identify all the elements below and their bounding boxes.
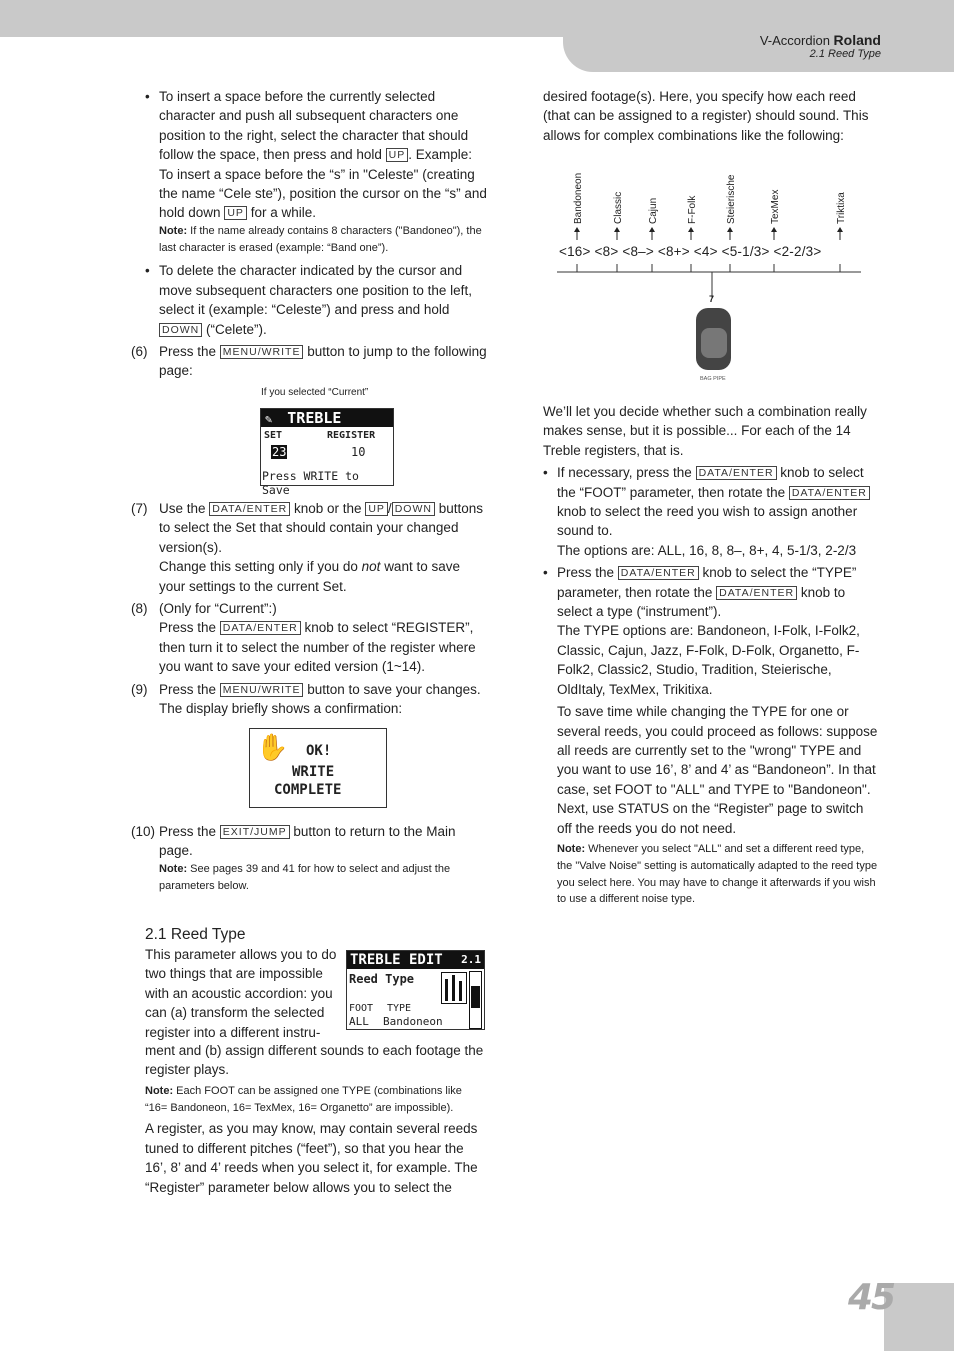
button-number: 7: [709, 294, 715, 304]
note: Note: If the name already contains 8 characters ("Bandoneo"), the last character is erased (example: “Band one”).: [159, 224, 482, 254]
right-body: We’ll let you decide whether such a combination really makes sense, but it is possible... For each of the 14 Treble registers, that is. • If necessary, press the DATA/ENTER knob to select the “FOOT” parameter, then rotate the DATA/ENTER knob to select the reed you wish to assign another sound to. The options are: ALL, 16, 8, 8–, 8+, 4, 5-1/3, 2-2/3 • Press the DATA/ENTER knob to select the “TYPE” parameter, then rotate the DATA/ENTER knob to select a type (“instrument”). The TYPE options are: Bandoneon, I-Folk, I-Folk2, Classic, Cajun, Jazz, F-Folk, D-Folk, Organetto, F-Folk2, Classic2, Studio, Tradition, Steierische, OldItaly, TexMex, Trikitixa. To save time while changing the TYPE for one or several reeds, you could proceed as follows: suppose all reeds are currently set to the "wrong" TYPE and you want to use 16’, 8’ and 4’ as “Bandoneon”. In that case, set FOOT to "ALL" and TYPE to "Bandoneon". Next, use STATUS on the “Register” page to switch off the reeds you do not need. Note: Whenever you select "ALL" and set a different reed type, the "Valve Noise" setting is automatically adapted to the reed type you select here. You may have to change it afterwards if you wish to use a different noise type.: [543, 402, 881, 908]
note: Note: Whenever you select "ALL" and set a different reed type, the "Valve Noise" setting is automatically adapted to the reed type you select here. You may have to change it afterwards if you wish to use a different noise type.: [557, 842, 878, 906]
type-label: Cajun: [648, 197, 659, 224]
header-tab: [563, 0, 954, 72]
bullet-type: • Press the DATA/ENTER knob to select the “TYPE” parameter, then rotate the DATA/ENTER knob to select a type (“instrument”). The TYPE options are: Bandoneon, I-Folk, I-Folk2, Classic, Cajun, Jazz, F-Folk, D-Folk, Organetto, F-Folk2, Classic2, Studio, Tradition, Steierische, OldItaly, TexMex, Trikitixa. To save time while changing the TYPE for one or several reeds, you could proceed as follows: suppose all reeds are currently set to the "wrong" TYPE and you want to use 16’, 8’ and 4’ as “Bandoneon”. In that case, set FOOT to "ALL" and TYPE to "Bandoneon". Next, use STATUS on the “Register” page to switch off the reeds you do not need. Note: Whenever you select "ALL" and set a different reed type, the "Valve Noise" setting is automatically adapted to the reed type you select here. You may have to change it afterwards if you wish to use a different noise type.: [543, 563, 881, 908]
note: Note: See pages 39 and 41 for how to select and adjust the parameters below.: [159, 862, 451, 892]
reed-bars-icon: [441, 972, 467, 1004]
lcd-write-complete: ✋ OK! WRITE COMPLETE: [249, 728, 387, 808]
note: Note: Each FOOT can be assigned one TYPE (combinations like “16= Bandoneon, 16= TexMex, 16= Organetto” are impossible).: [145, 1084, 462, 1114]
section-heading: 2.1 Reed Type: [145, 926, 246, 943]
arrow-head-icon: [727, 227, 733, 232]
data-enter-key: DATA/ENTER: [209, 502, 290, 516]
type-label: Triktixa: [836, 192, 847, 224]
reed-type-diagram: [555, 160, 875, 390]
steps-7-9: [131, 499, 487, 718]
page-number-tab: [884, 1283, 954, 1351]
down-key: DOWN: [159, 323, 202, 337]
header-section: 2.1 Reed Type: [809, 48, 881, 60]
type-label: F-Folk: [687, 195, 698, 224]
page-number: 45: [848, 1277, 895, 1318]
type-label: Bandoneon: [573, 172, 584, 224]
lcd1-caption: If you selected “Current”: [261, 387, 369, 398]
scrollbar-icon: [469, 971, 482, 1029]
arrow-head-icon: [614, 227, 620, 232]
data-enter-key: DATA/ENTER: [696, 466, 777, 480]
button-label: BAG PIPE: [700, 376, 726, 382]
step-6: (6) Press the MENU/WRITE button to jump to the following page:: [131, 344, 487, 379]
register-paragraph: A register, as you may know, may contain several reeds tuned to different pitches (“feet”), so that you hear the 16’, 8’ and 4’ reeds when you select it, for example. The “Register” parameter below allows you to select the: [145, 1121, 478, 1195]
up-key: UP: [224, 206, 247, 220]
step-8: (8) (Only for “Current”:) Press the DATA/ENTER knob to select “REGISTER”, then turn it to select the number of the register where you want to save your edited version (1~14).: [131, 601, 476, 675]
bullet-insert-space: • To insert a space before the currently selected character and push all subsequent characters one position to the right, select the character that should follow the space, then press and hold UP . Example: To insert a space before the “s” in "Celeste" (creating the name “Cele ste”), position the cursor on the “s” and hold down UP for a while. Note: If the name already contains 8 characters ("Bandoneo"), the last character is erased (example: “Band one”).: [145, 87, 487, 256]
type-label: TexMex: [770, 189, 781, 224]
bullet-foot: • If necessary, press the DATA/ENTER knob to select the “FOOT” parameter, then rotate the DATA/ENTER knob to select the reed you wish to assign another sound to. The options are: ALL, 16, 8, 8–, 8+, 4, 5-1/3, 2-2/3: [543, 463, 881, 560]
down-key: DOWN: [392, 502, 435, 516]
thumbs-up-icon: ✋: [256, 733, 289, 763]
product-name: V-Accordion: [759, 33, 830, 48]
data-enter-key: DATA/ENTER: [220, 621, 301, 635]
data-enter-key: DATA/ENTER: [716, 586, 797, 600]
data-enter-key: DATA/ENTER: [618, 566, 699, 580]
edit-icon: ✎: [265, 412, 273, 426]
header-brand: [760, 32, 881, 48]
type-label: Classic: [613, 191, 624, 224]
arrow-head-icon: [688, 227, 694, 232]
lcd-treble-display: ✎ TREBLE SET REGISTER 23 10 Press WRITE to Save: [260, 408, 394, 486]
up-key: UP: [365, 502, 388, 516]
right-intro: desired footage(s). Here, you specify how each reed (that can be assigned to a register) should sound. This allows for complex combinations like the following:: [543, 89, 869, 143]
arrow-head-icon: [837, 227, 843, 232]
left-column-top: [145, 87, 487, 339]
lcd-treble-edit: TREBLE EDIT 2.1 Reed Type FOOT TYPE ALL Bandoneon: [346, 950, 485, 1030]
menu-write-key: MENU/WRITE: [220, 345, 304, 359]
menu-write-key: MENU/WRITE: [220, 683, 304, 697]
reed-type-intro-cont: ment and (b) assign different sounds to each footage the register plays. Note: Each FOOT can be assigned one TYPE (combinations like “16= Bandoneon, 16= TexMex, 16= Organetto” are impossible). A register, as you may know, may contain several reeds tuned to different pitches (“feet”), so that you hear the 16’, 8’ and 4’ reeds when you select it, for example. The “Register” parameter below allows you to select the: [145, 1041, 487, 1197]
step-10: (10) Press the EXIT/JUMP button to return to the Main page. Note: See pages 39 and 41 for how to select and adjust the parameters below.: [131, 822, 487, 894]
arrow-head-icon: [771, 227, 777, 232]
reed-type-intro: This parameter allows you to do two things that are impossible with an acoustic accordion: you can (a) transform the selected register into a different instru-: [145, 947, 337, 1040]
data-enter-key: DATA/ENTER: [789, 486, 870, 500]
brand-name: Roland: [833, 32, 881, 48]
foot-options: <16> <8> <8–> <8+> <4> <5-1/3> <2-2/3>: [559, 244, 822, 259]
step-9: (9) Press the MENU/WRITE button to save your changes. The display briefly shows a confirmation:: [131, 681, 481, 717]
exit-jump-key: EXIT/JUMP: [220, 825, 290, 839]
up-key: UP: [386, 148, 409, 162]
type-label: Steierische: [726, 174, 737, 224]
step-7: (7) Use the DATA/ENTER knob or the UP / DOWN buttons to select the Set that should contain your changed version(s). Change this setting only if you do not want to save your settings to the current Set.: [131, 501, 483, 594]
arrow-head-icon: [574, 227, 580, 232]
arrow-head-icon: [649, 227, 655, 232]
bullet-delete-char: • To delete the character indicated by the cursor and move subsequent characters one position to the left, select it (example: “Celeste”) and press and hold DOWN (“Celete”).: [145, 261, 487, 339]
